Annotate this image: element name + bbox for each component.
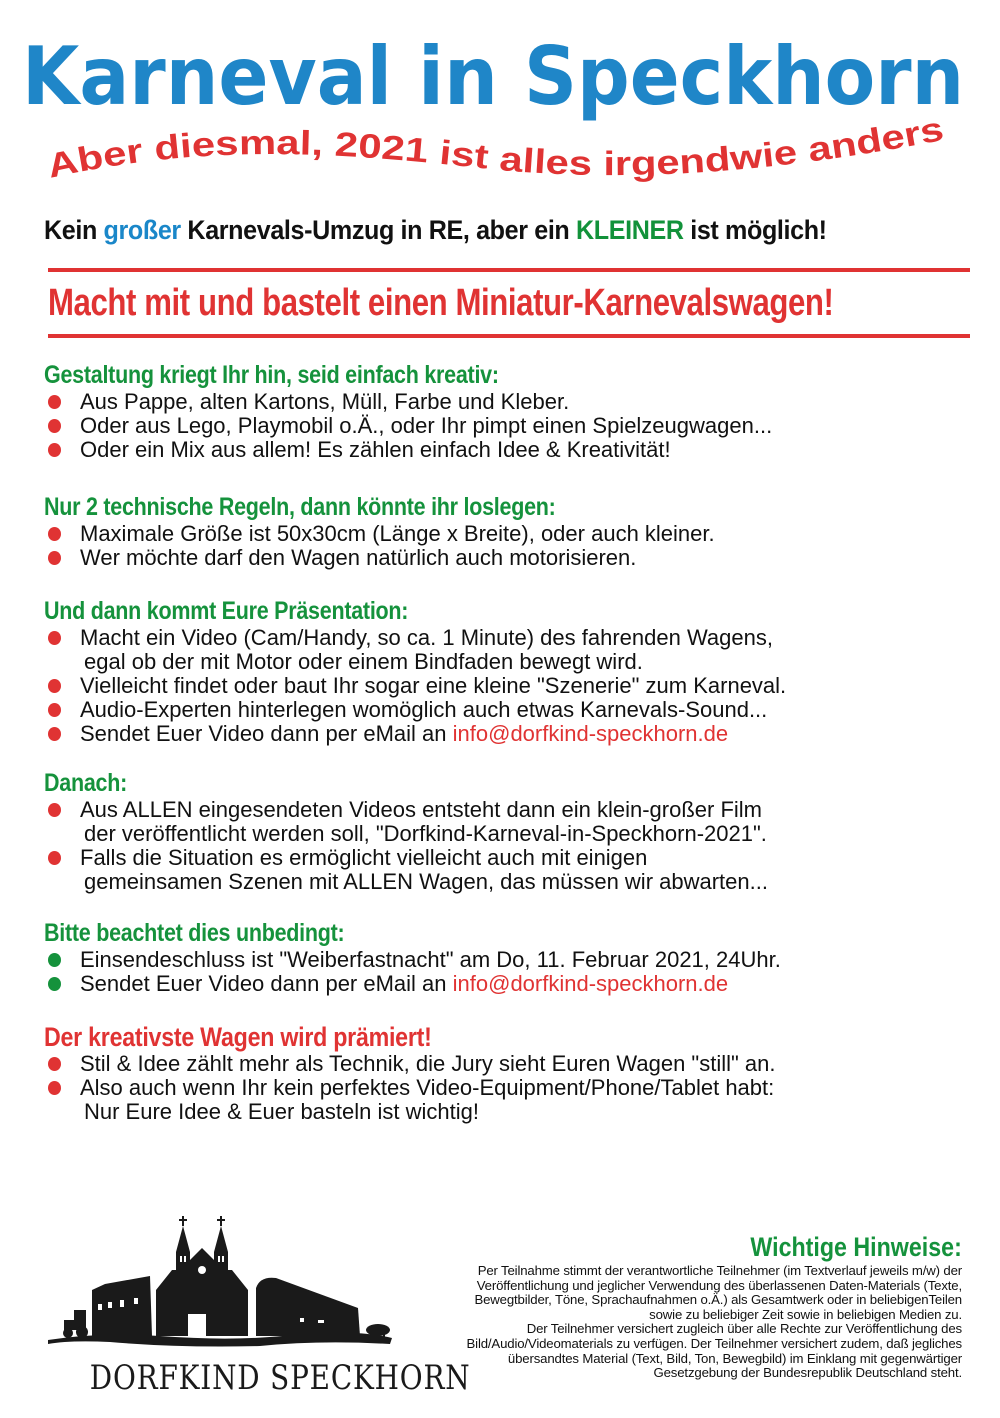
item-text: Sendet Euer Video dann per eMail an xyxy=(80,971,453,996)
section-heading-text: Danach: xyxy=(44,769,128,797)
bullet-list xyxy=(44,798,984,894)
email-link[interactable]: info@dorfkind-speckhorn.de xyxy=(452,971,729,996)
title-word-speckhorn: Speckhorn xyxy=(524,30,964,123)
banner-text: Macht mit und bastelt einen Miniatur-Karnevalswagen! xyxy=(48,282,834,324)
list-item xyxy=(44,1076,984,1124)
bullet-icon xyxy=(48,395,61,409)
section-heading xyxy=(44,360,984,390)
item-text: Aus Pappe, alten Kartons, Müll, Farbe und Kleber. xyxy=(80,389,570,414)
section-heading xyxy=(44,596,984,626)
bullet-icon xyxy=(48,551,61,565)
section-heading xyxy=(44,1022,984,1052)
notice-line: Der Teilnehmer versichert zugleich über alle Rechte zur Veröffentlichung des xyxy=(526,1321,962,1337)
bullet-icon xyxy=(48,631,61,645)
notice-line: Per Teilnahme stimmt der verantwortliche Teilnehmer (im Textverlauf jeweils m/w) der xyxy=(477,1263,962,1278)
title-word-in: in xyxy=(418,30,498,123)
item-text: Macht ein Video (Cam/Handy, so ca. 1 Minute) des fahrenden Wagens, xyxy=(80,625,773,650)
list-item xyxy=(44,546,984,570)
item-text-continued: egal ob der mit Motor oder einem Bindfaden bewegt wird. xyxy=(84,649,643,674)
bullet-icon xyxy=(48,419,61,433)
bullet-list xyxy=(44,390,984,462)
bullet-icon xyxy=(48,679,61,693)
list-item xyxy=(44,972,984,996)
list-item xyxy=(44,798,984,846)
poster-title-area xyxy=(0,0,1000,205)
bullet-icon xyxy=(48,1081,61,1095)
subtitle-text: Aber diesmal, 2021 ist alles irgendwie anders xyxy=(43,110,943,186)
notice-line: Veröffentlichung und jeglicher Verwendung des überlassenen Daten-Materials (Texte, xyxy=(476,1277,962,1293)
banner-heading xyxy=(48,280,970,326)
bullet-list xyxy=(44,626,984,746)
tagline-highlight-green: KLEINER xyxy=(576,215,684,245)
list-item xyxy=(44,948,984,972)
section-heading-text: Und dann kommt Eure Präsentation: xyxy=(44,597,409,625)
logo-text xyxy=(48,1356,471,1400)
item-text: Sendet Euer Video dann per eMail an xyxy=(80,721,453,746)
notice-body xyxy=(402,1264,962,1381)
tagline-part1: Kein xyxy=(44,215,104,245)
village-skyline-icon xyxy=(40,1212,400,1352)
list-item xyxy=(44,698,984,722)
tagline-part2: Karnevals-Umzug in RE, aber ein xyxy=(180,215,577,245)
divider-top xyxy=(48,268,970,272)
tagline-highlight-blue: großer xyxy=(103,215,181,245)
section-heading-text: Der kreativste Wagen wird prämiert! xyxy=(44,1022,432,1052)
list-item xyxy=(44,674,984,698)
item-text: Stil & Idee zählt mehr als Technik, die Jury sieht Euren Wagen "still" an. xyxy=(80,1051,776,1076)
bullet-list xyxy=(44,948,984,996)
item-text: Oder ein Mix aus allem! Es zählen einfach Idee & Kreativität! xyxy=(80,437,671,462)
section-heading xyxy=(44,492,984,522)
bullet-icon xyxy=(48,527,61,541)
item-text-continued: der veröffentlicht werden soll, "Dorfkind-Karneval-in-Speckhorn-2021". xyxy=(84,821,767,846)
list-item xyxy=(44,626,984,674)
list-item xyxy=(44,1052,984,1076)
list-item xyxy=(44,414,984,438)
title-word-karneval: Karneval xyxy=(22,30,392,123)
list-item xyxy=(44,846,984,894)
bullet-list xyxy=(44,522,984,570)
bullet-icon xyxy=(48,803,61,817)
bullet-icon xyxy=(48,977,61,991)
section-heading-text: Gestaltung kriegt Ihr hin, seid einfach kreativ: xyxy=(44,361,499,389)
section-praemierung xyxy=(44,1022,984,1124)
bullet-icon xyxy=(48,443,61,457)
notice-heading-text: Wichtige Hinweise: xyxy=(750,1232,962,1262)
item-text: Falls die Situation es ermöglicht vielleicht auch mit einigen xyxy=(80,845,648,870)
item-text-continued: gemeinsamen Szenen mit ALLEN Wagen, das müssen wir abwarten... xyxy=(84,869,768,894)
email-link[interactable]: info@dorfkind-speckhorn.de xyxy=(452,721,729,746)
logo-skyline-graphic xyxy=(40,1212,400,1352)
notice-line: übersandtes Material (Text, Bild, Ton, Bewegbild) im Einklang mit gegenwärtiger xyxy=(507,1350,962,1366)
section-heading-text: Bitte beachtet dies unbedingt: xyxy=(44,919,345,947)
title-graphic xyxy=(0,0,1000,205)
notice-line: Gesetzgebung der Bundesrepublik Deutschland steht. xyxy=(653,1365,962,1381)
bullet-icon xyxy=(48,727,61,741)
item-text: Aus ALLEN eingesendeten Videos entsteht dann ein klein-großer Film xyxy=(80,797,763,822)
list-item xyxy=(44,722,984,746)
notice-line: Bild/Audio/Videomaterials zu verfügen. Der Teilnehmer versichert zudem, daß jegliches xyxy=(466,1335,962,1351)
list-item xyxy=(44,390,984,414)
section-regeln xyxy=(44,492,984,570)
bullet-icon xyxy=(48,1057,61,1071)
section-heading-text: Nur 2 technische Regeln, dann könnte ihr loslegen: xyxy=(44,493,556,521)
tagline-line xyxy=(44,214,827,246)
bullet-icon xyxy=(48,953,61,967)
section-heading xyxy=(44,768,984,798)
tagline-part3: ist möglich! xyxy=(683,215,827,245)
content-sections xyxy=(44,360,984,1124)
list-item xyxy=(44,522,984,546)
item-text: Oder aus Lego, Playmobil o.Ä., oder Ihr pimpt einen Spielzeugwagen... xyxy=(80,413,773,438)
bullet-icon xyxy=(48,703,61,717)
logo-text-label: DORFKIND SPECKHORN xyxy=(89,1358,471,1398)
bullet-list xyxy=(44,1052,984,1124)
list-item xyxy=(44,438,984,462)
divider-bottom xyxy=(48,334,970,338)
item-text: Also auch wenn Ihr kein perfektes Video-Equipment/Phone/Tablet habt: xyxy=(80,1075,775,1100)
section-danach xyxy=(44,768,984,894)
bullet-icon xyxy=(48,851,61,865)
item-text: Vielleicht findet oder baut Ihr sogar eine kleine "Szenerie" zum Karneval. xyxy=(80,673,787,698)
item-text: Maximale Größe ist 50x30cm (Länge x Breite), oder auch kleiner. xyxy=(80,521,715,546)
item-text: Audio-Experten hinterlegen womöglich auch etwas Karnevals-Sound... xyxy=(80,697,768,722)
section-heading xyxy=(44,918,984,948)
tagline xyxy=(44,214,974,246)
notice-line: sowie zu beliebiger Zeit sowie in beliebigen Medien zu. xyxy=(649,1306,962,1322)
item-text-continued: Nur Eure Idee & Euer basteln ist wichtig! xyxy=(84,1099,479,1124)
section-gestaltung xyxy=(44,360,984,462)
section-praesentation xyxy=(44,596,984,746)
notice-line: Bewegtbilder, Töne, Sprachaufnahmen o.Ä.) als Gesamtwerk oder in beliebigenTeilen xyxy=(474,1292,962,1308)
notice-heading xyxy=(716,1231,962,1263)
section-beachten xyxy=(44,918,984,996)
item-text: Einsendeschluss ist "Weiberfastnacht" am Do, 11. Februar 2021, 24Uhr. xyxy=(80,947,781,972)
item-text: Wer möchte darf den Wagen natürlich auch motorisieren. xyxy=(80,545,637,570)
